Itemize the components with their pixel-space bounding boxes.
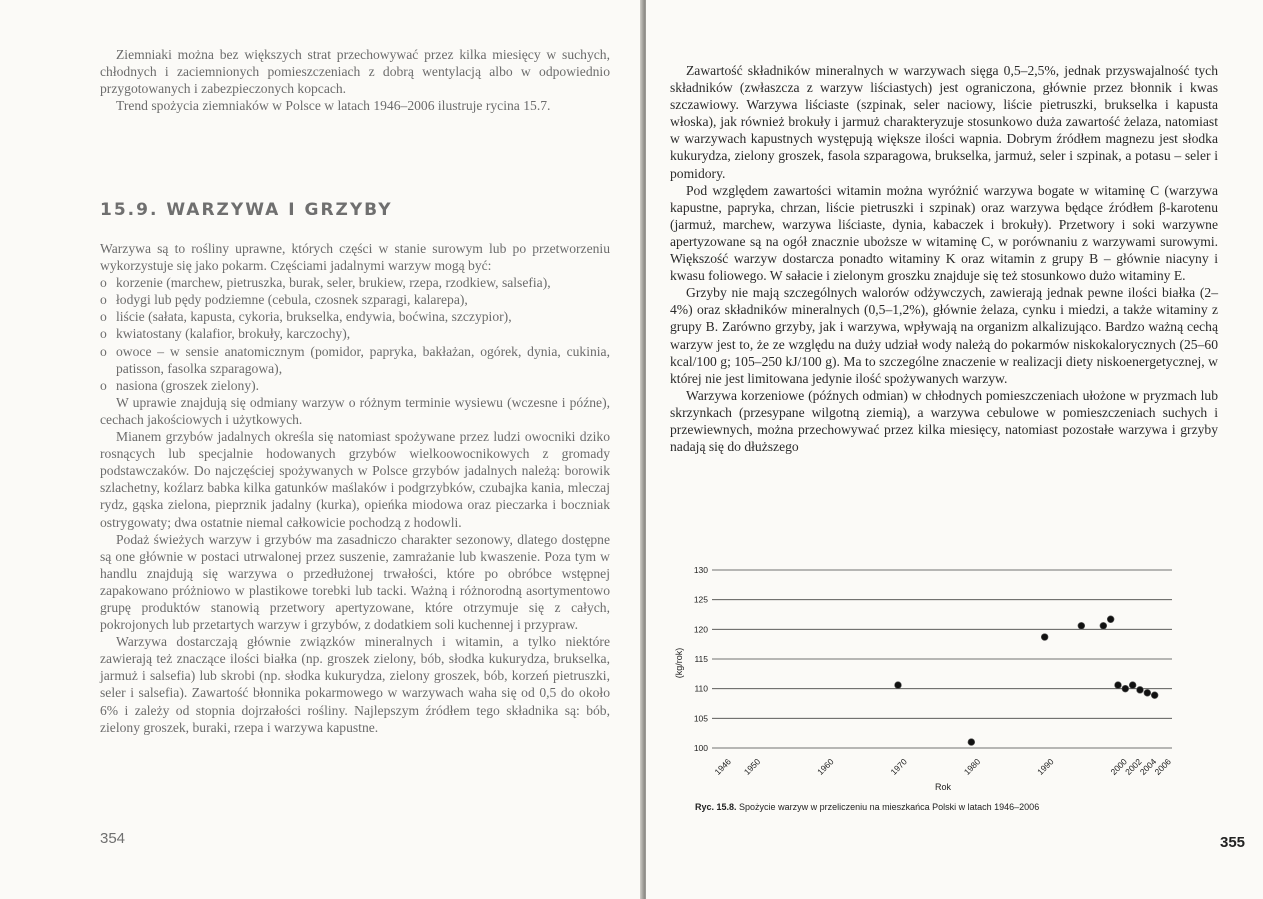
y-tick-label: 115 (694, 654, 708, 664)
list-item: o owoce – w sensie anatomicznym (pomidor, papryka, bakłażan, ogórek, dynia, cukinia, patisson, fasolka szparagowa), (100, 343, 610, 376)
body-paragraph: Warzywa dostarczają głównie związków mineralnych i witamin, a tylko niektóre zawierają też znaczące ilości białka (np. groszek zielony, bób, słodka kukurydza, brukselka, jarmuż i salsefia) lub skrobi (np. słodka kukurydza, zielony groszek, bób, korzeń pietruszki, seler i salsefia). Zawartość błonnika pokarmowego w warzywach waha się od 0,5 do około 6% i zależy od stopnia dojrzałości rośliny. Najlepszym źródłem tego składnika są: bób, zielony groszek, buraki, rzepa i warzywa kapustne. (100, 634, 610, 735)
y-tick-label: 130 (693, 565, 708, 575)
x-tick-label: 1960 (815, 756, 836, 777)
x-tick-label: 1946 (712, 756, 733, 777)
list-item: o kwiatostany (kalafior, brokuły, karczochy), (100, 326, 351, 342)
edible-parts-list (100, 274, 610, 394)
data-point (1151, 692, 1158, 699)
y-tick-label: 120 (693, 624, 708, 635)
body-paragraph: Warzywa są to rośliny uprawne, których części w stanie surowym lub po przetworzeniu wykorzystuje się jako pokarm. Częściami jadalnymi warzyw mogą być: (100, 241, 610, 274)
intro-paragraph: Ziemniaki można bez większych strat przechowywać przez kilka miesięcy w suchych, chłodnych i zaciemnionych pomieszczeniach z dobrą wentylacją albo w odpowiednio przygotowanych i zabezpieczonych kopcach. (100, 47, 610, 97)
x-axis-label: Rok (934, 782, 952, 792)
list-item: o łodygi lub pędy podziemne (cebula, czosnek szparagi, kalarepa), (100, 292, 468, 308)
list-item: o liście (sałata, kapusta, cykoria, brukselka, endywia, boćwina, szczypior), (100, 309, 512, 325)
vegetable-consumption-chart (660, 558, 1180, 798)
body-paragraph: Warzywa korzeniowe (późnych odmian) w chłodnych pomieszczeniach ułożone w pryzmach lub skrzynkach (przesypane wilgotną ziemią), a warzywa cebulowe w pomieszczeniach suchych i przewiewnych, można przechowywać przez kilka miesięcy, natomiast pozostałe warzywa i grzyby nadają się do dłuższego (670, 387, 1218, 455)
data-point (968, 739, 975, 746)
x-tick-label: 1950 (741, 756, 763, 777)
intro-paragraph: Trend spożycia ziemniaków w Polsce w latach 1946–2006 ilustruje rycina 15.7. (116, 98, 551, 114)
x-tick-label: 1970 (888, 756, 909, 777)
data-point (895, 682, 902, 689)
body-paragraph: Grzyby nie mają szczególnych walorów odżywczych, zawierają jednak pewne ilości białka (2–4%) oraz składników mineralnych (0,5–1,2%), głównie żelaza, cynku i miedzi, a także witaminy z grupy B. Zarówno grzyby, jak i warzywa, wpływają na organizm alkalizująco. Bardzo ważną cechą warzyw jest to, że ze względu na duży udział wody należą do pokarmów niskokalorycznych (25–60 kcal/100 g; 105–250 kJ/100 g). Ma to szczególne znaczenie w realizacji diety niskoenergetycznej, w której nie jest limitowana jedynie ilość spożywanych warzyw. (670, 285, 1218, 386)
x-tick-label: 2002 (1123, 756, 1144, 777)
list-item: o korzenie (marchew, pietruszka, burak, seler, brukiew, rzepa, rzodkiew, salsefia), (100, 275, 551, 291)
body-paragraph: Zawartość składników mineralnych w warzywach sięga 0,5–2,5%, jednak przyswajalność tych składników (zwłaszcza z warzyw liściastych) jest ograniczona, głównie przez błonnik i kwas szczawiowy. Warzywa liściaste (szpinak, seler naciowy, liście pietruszki, brukselka i kapusta włoska), jak również brokuły i jarmuż charakteryzuje stosunkowo duża zawartość żelaza, natomiast w warzywach kapustnych występują większe ilości wapnia. Dobrym źródłem magnezu jest słodka kukurydza, zielony groszek, fasola szparagowa, brukselka, jarmuż, seler i szpinak, a potasu – seler i pomidory. (670, 63, 1218, 181)
x-tick-label: 2006 (1152, 756, 1173, 777)
data-point (1078, 622, 1085, 629)
x-tick-label: 1980 (961, 756, 983, 777)
y-tick-label: 105 (693, 713, 708, 724)
page-number-right: 355 (1220, 834, 1246, 851)
y-tick-label: 100 (693, 743, 708, 753)
y-tick-label: 125 (693, 594, 708, 605)
y-axis-label: (kg/rok) (674, 647, 684, 679)
x-tick-label: 1990 (1035, 756, 1056, 777)
data-point (1129, 682, 1136, 689)
y-tick-label: 110 (694, 683, 708, 694)
body-paragraph: Mianem grzybów jadalnych określa się natomiast spożywane przez ludzi owocniki dziko rosnących lub specjalnie hodowanych grzybów wielkoowocnikowych z gromady podstawczaków. Do najczęściej spożywanych w Polsce grzybów jadalnych należą: borowik szlachetny, koźlarz babka kilka gatunków maślaków i podgrzybków, czubajka kania, mleczaj rydz, gąska zielona, pieprznik jadalny (kurka), opieńka miodowa oraz pieczarka i boczniak ostrygowaty; dwa ostatnie niemal całkowicie pochodzą z hodowli. (100, 429, 610, 530)
intro-text (100, 46, 610, 114)
page-number-left: 354 (100, 830, 126, 847)
figure-caption (695, 802, 1039, 812)
body-paragraph: Podaż świeżych warzyw i grzybów ma zasadniczo charakter sezonowy, dlatego dostępne są one głównie w postaci utrwalonej przez suszenie, zamrażanie lub kwaszenie. Poza tym w handlu znajdują się warzywa o przedłużonej trwałości, które po obróbce wstępnej zapakowano próżniowo w plastikowe torebki lub tacki. Ważną i różnorodną asortymentowo grupę produktów stanowią przetwory apertyzowane, które otrzymuje się z całych, pokrojonych lub przetartych warzyw i grzybów, z dodatkiem soli kuchennej i przypraw. (100, 531, 610, 633)
x-tick-label: 2004 (1137, 756, 1159, 777)
data-point (1122, 685, 1129, 692)
body-paragraph: Pod względem zawartości witamin można wyróżnić warzywa bogate w witaminę C (warzywa kapustne, papryka, chrzan, liście pietruszki i szpinak) oraz warzywa będące źródłem β-karotenu (jarmuż, marchew, warzywa liściaste, dynia, kabaczek i brokuły). Przetwory i soki warzywne apertyzowane są na ogół znacznie uboższe w witaminę C, w porównaniu z warzywami surowymi. Większość warzyw dostarcza ponadto witaminy K oraz witamin z grupy B – głównie niacyny i kwasu foliowego. W sałacie i zielonym groszku znajduje się też stosunkowo dużo witaminy E. (670, 182, 1218, 284)
right-body (670, 62, 1218, 455)
x-tick-label: 2000 (1108, 756, 1129, 777)
data-point (1115, 682, 1122, 689)
data-point (1041, 634, 1048, 641)
body-paragraph: W uprawie znajdują się odmiany warzyw o różnym terminie wysiewu (wczesne i późne), cechach jakościowych i użytkowych. (100, 394, 610, 427)
section-heading: 15.9. WARZYWA I GRZYBY (100, 200, 393, 220)
caption-text: Spożycie warzyw w przeliczeniu na mieszkańca Polski w latach 1946–2006 (739, 802, 1040, 812)
data-point (1137, 686, 1144, 693)
caption-label: Ryc. 15.8. (695, 802, 737, 812)
section-body (100, 240, 610, 736)
data-point (1107, 616, 1114, 623)
data-point (1100, 622, 1107, 629)
list-item: o nasiona (groszek zielony). (100, 377, 260, 393)
data-point (1144, 689, 1151, 696)
